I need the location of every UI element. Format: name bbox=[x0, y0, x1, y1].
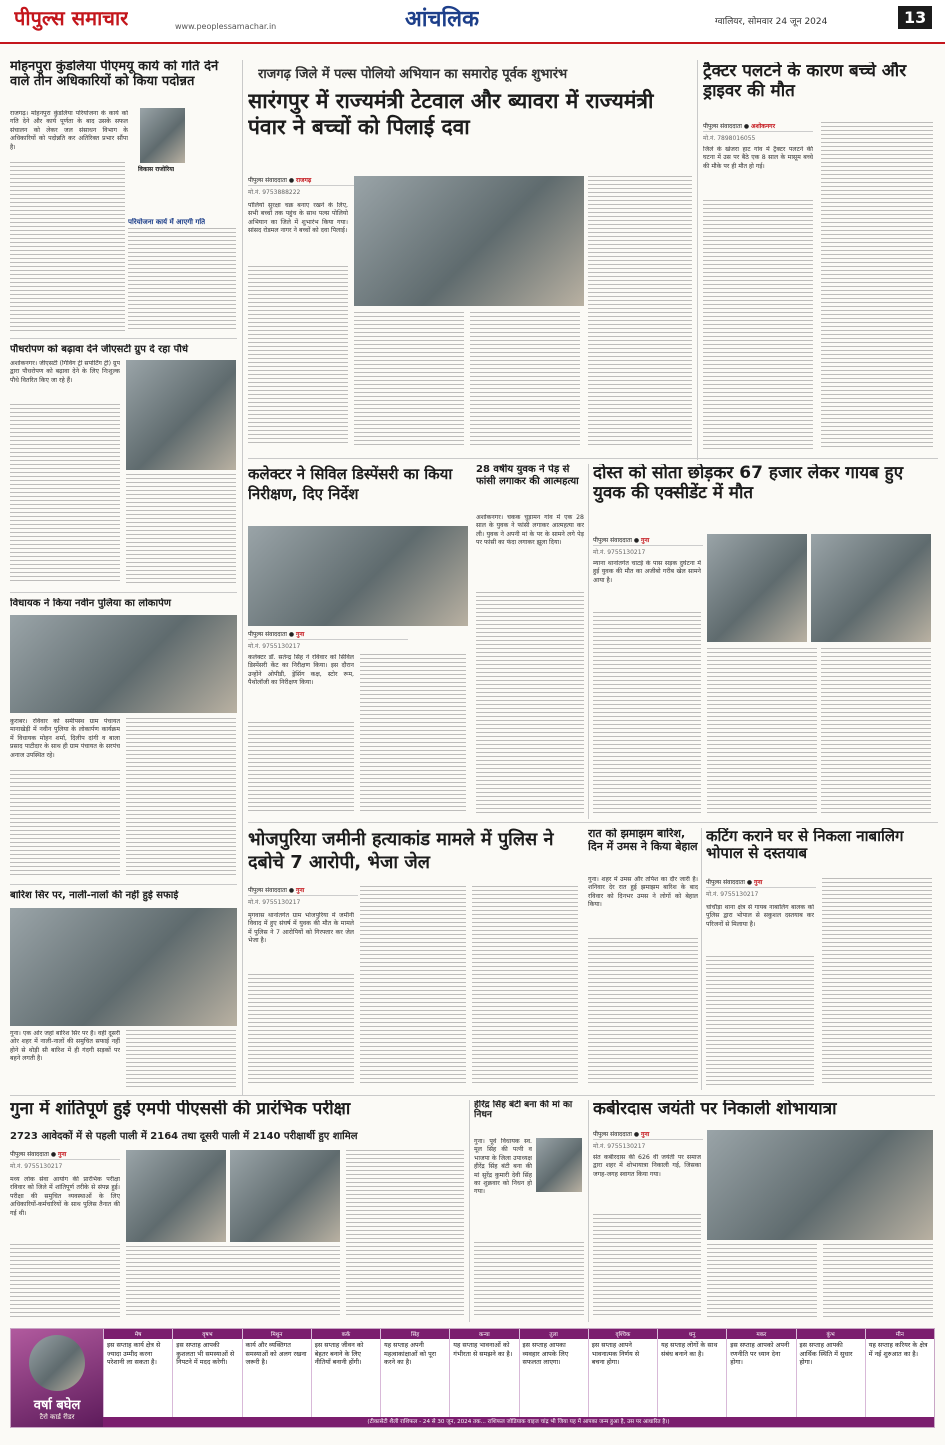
dispensary-photo bbox=[248, 526, 468, 626]
story-lead: जिले के खेजरा हाट गांव में ट्रैक्टर पलटने की घटना में उस पर बैठे एक 8 साल के मासूम बच्चे की मौके पर ही मौत हो गई। bbox=[703, 146, 813, 170]
obituary-photo bbox=[536, 1138, 582, 1192]
zodiac-cancer bbox=[311, 1329, 380, 1417]
zodiac-label: धनु bbox=[658, 1329, 726, 1339]
byline: पीपुल्स संवाददाता ● गुना bbox=[248, 630, 408, 640]
bhojpuria-story bbox=[248, 828, 580, 1090]
collector-story bbox=[248, 464, 468, 819]
zodiac-text: यह सप्ताह अपनी महत्वाकांक्षाओं को पूरा करने का है। bbox=[384, 1341, 436, 1367]
drain-photo bbox=[10, 908, 237, 1026]
zodiac-label: मेष bbox=[104, 1329, 172, 1339]
story-lead: मृगवास थानांतर्गत ग्राम भोजपुरिया में जमीनी विवाद में हुए संघर्ष में युवक की मौत के मामले में पुलिस ने 7 आरोपियों को गिरफ्तार कर जेल भेजा है। bbox=[248, 912, 354, 945]
zodiac-label: सिंह bbox=[381, 1329, 449, 1339]
byline-name: पीपुल्स संवाददाता bbox=[10, 1151, 49, 1158]
byline: पीपुल्स संवाददाता ● राजगढ़ bbox=[248, 176, 448, 186]
astrologer-photo bbox=[29, 1335, 85, 1391]
story-lead: गुना। एक ओर जहां बारिश सिर पर है। वहीं दूसरी ओर शहर में नाली-नालों की समुचित सफाई नहीं होने से थोड़ी सी बारिश में ही गंदगी सड़कों पर बहने लगती है। bbox=[10, 1030, 120, 1063]
story-lead: कुराबर। रविवार को समीपस्थ ग्राम पंचायत मानाखेड़ी में नवीन पुलिया के लोकार्पण कार्यक्रम में विधायक मोहन शर्मा, दिलीप दांगी व बाला प्रसाद पाटीदार के साथ ही ग्राम पंचायत के सरपंच अनाज उपस्थित रहे। bbox=[10, 718, 120, 759]
story-title: कलेक्टर ने सिविल डिस्पेंसरी का किया निरीक्षण, दिए निर्देश bbox=[248, 465, 453, 504]
byline-place: गुना bbox=[641, 537, 650, 544]
zodiac-aries bbox=[103, 1329, 172, 1417]
center-top-story bbox=[248, 62, 693, 452]
story-subhead: परियोजना कार्य में आएगी गति bbox=[128, 218, 206, 226]
zodiac-text: यह सप्ताह करियर के क्षेत्र में नई शुरुआत का है। bbox=[868, 1341, 928, 1358]
portrait-photo bbox=[140, 108, 185, 163]
zodiac-text: इस सप्ताह जीवन को बेहतर बनाने के लिए नीतियाँ बनानी होंगी। bbox=[314, 1341, 364, 1367]
story-lead: चांचौड़ा थाना क्षेत्र से गायब नाबालिग बालक को पुलिस द्वारा भोपाल से सकुशल दस्तयाब कर परिजनों से मिलाया है। bbox=[706, 904, 814, 928]
story-lead: अशोकनगर। जीएसटी (गिविंग ट्री सपोर्टिंग ट्री) ग्रुप द्वारा पौधरोपण को बढ़ावा देने के लिए निःशुल्क पौधे वितरित किए जा रहे हैं। bbox=[10, 360, 120, 384]
story-title: गुना में शांतिपूर्ण हुई एमपी पीएससी की प्रारंभिक परीक्षा bbox=[10, 1100, 351, 1119]
byline-name: पीपुल्स संवाददाता bbox=[248, 631, 287, 638]
byline: पीपुल्स संवाददाता ● गुना bbox=[248, 886, 358, 896]
bank-photo bbox=[707, 534, 807, 642]
byline-mobile: मो.नं. 9753888222 bbox=[248, 189, 301, 196]
byline-mobile: मो.नं. 9755130217 bbox=[593, 1143, 646, 1150]
story-title: कबीरदास जयंती पर निकाली शोभायात्रा bbox=[593, 1100, 837, 1119]
story-kicker: राजगढ़ जिले में पल्स पोलियो अभियान का समारोह पूर्वक शुभारंभ bbox=[258, 67, 568, 82]
zodiac-gemini bbox=[242, 1329, 311, 1417]
byline-place: गुना bbox=[58, 1151, 67, 1158]
zodiac-sagittarius bbox=[657, 1329, 726, 1417]
byline-mobile: मो.नं. 9755130217 bbox=[248, 643, 301, 650]
byline-place: गुना bbox=[641, 1131, 650, 1138]
zodiac-pisces bbox=[865, 1329, 934, 1417]
byline-mobile: मो.नं. 9755130217 bbox=[10, 1163, 63, 1170]
byline-mobile: मो.नं. 9755130217 bbox=[706, 891, 759, 898]
byline: पीपुल्स संवाददाता ● गुना bbox=[593, 536, 703, 546]
obituary-story bbox=[474, 1100, 584, 1322]
zodiac-label: मीन bbox=[866, 1329, 934, 1339]
byline-place: गुना bbox=[296, 887, 305, 894]
astrologer-role: टैरो कार्ड रीडर bbox=[39, 1413, 75, 1421]
masthead bbox=[0, 0, 945, 44]
zodiac-text: कार्य और व्यक्तिगत समस्याओं को अलग रखना जरूरी है। bbox=[245, 1341, 307, 1367]
byline: पीपुल्स संवाददाता ● गुना bbox=[10, 1150, 120, 1160]
zodiac-label: कुंभ bbox=[797, 1329, 865, 1339]
portrait-caption: विकास राजोरिया bbox=[138, 166, 175, 173]
victim-photo bbox=[811, 534, 931, 642]
byline-name: पीपुल्स संवाददाता bbox=[248, 177, 287, 184]
byline-place: अशोकनगर bbox=[751, 123, 776, 130]
story-title: 28 वर्षीय युवक ने पेड़ से फांसी लगाकर की आत्महत्या bbox=[476, 464, 579, 487]
zodiac-label: वृषभ bbox=[173, 1329, 241, 1339]
polio-photo bbox=[354, 176, 584, 306]
bridge-photo bbox=[10, 615, 237, 713]
story-lead: म्याना थानांतर्गत चाटई के पास सड़क दुर्घटना में हुई युवक की मौत का अजीबो गरीब खेल सामने आया है। bbox=[593, 560, 701, 584]
right-top-story bbox=[703, 62, 933, 452]
zodiac-leo bbox=[380, 1329, 449, 1417]
story-lead: गुना। शहर में उमस और तपिश का दौर जारी है। शनिवार देर रात हुई झमाझम बारिश के बाद रविवार को दिनभर उमस ने लोगों को बेहाल किया। bbox=[588, 876, 698, 909]
dateline: ग्वालियर, सोमवार 24 जून 2024 bbox=[715, 17, 828, 27]
story-title: बारिश सिर पर, नाली-नालों की नहीं हुई सफाई bbox=[10, 890, 179, 901]
website[interactable]: www.peoplessamachar.in bbox=[175, 22, 277, 31]
byline-name: पीपुल्स संवाददाता bbox=[703, 123, 742, 130]
story-lead: मध्य लोक सेवा आयोग की प्रारंभिक परीक्षा रविवार को जिले में शांतिपूर्ण तरीके से संपन्न हुई। परीक्षा की समुचित व्यवस्थाओं के लिए अधिकारियों-कर्मचारियों के साथ पुलिस तैनात की गई थी। bbox=[10, 1176, 120, 1217]
zodiac-text: इस सप्ताह कार्य क्षेत्र से ज्यादा उम्मीद करना परेशानी ला सकता है। bbox=[107, 1341, 161, 1367]
story-title: ट्रैक्टर पलटने के कारण बच्चे और ड्राइवर की मौत bbox=[703, 62, 907, 101]
zodiac-strip bbox=[103, 1329, 934, 1417]
story-title: मोहनपुरा कुंडलिया पीएमयू कार्य को गति देने वाले तीन अधिकारियों को किया पदोन्नत bbox=[10, 60, 219, 89]
zodiac-virgo bbox=[449, 1329, 518, 1417]
mppsc-story bbox=[10, 1100, 465, 1322]
story-lead: अशोकनगर। चकक चुड़ामन गांव में एक 28 साल के युवक ने फांसी लगाकर आत्महत्या कर ली। युवक ने अपनी मां के पर के सामने लगे पेड़ पर फांसी का फंदा लगाकर झूला दिया। bbox=[476, 514, 584, 547]
left-column bbox=[10, 60, 237, 1095]
section-title: आंचलिक bbox=[405, 7, 479, 32]
brand-logo: पीपुल्स समाचार bbox=[14, 6, 129, 30]
minor-story bbox=[706, 828, 933, 1090]
story-lead: संत कबीरदास की 626 वीं जयंती पर समाज द्वारा शहर में शोभायात्रा निकाली गई, जिसका जगह-जगह स्वागत किया गया। bbox=[593, 1154, 701, 1178]
exam-photo-2 bbox=[230, 1150, 340, 1242]
zodiac-label: कर्क bbox=[312, 1329, 380, 1339]
zodiac-label: कन्या bbox=[450, 1329, 518, 1339]
zodiac-capricorn bbox=[726, 1329, 795, 1417]
byline-place: राजगढ़ bbox=[296, 177, 312, 184]
zodiac-label: तुला bbox=[520, 1329, 588, 1339]
story-title: दोस्त को सोता छोड़कर 67 हजार लेकर गायब हुए युवक की एक्सीडेंट में मौत bbox=[593, 464, 904, 503]
story-title: विधायक ने किया नवीन पुलिया का लोकार्पण bbox=[10, 598, 171, 609]
zodiac-text: इस सप्ताह आपका व्यवहार आपके लिए सफलता लाएगा। bbox=[522, 1341, 569, 1367]
zodiac-scorpio bbox=[588, 1329, 657, 1417]
byline-name: पीपुल्स संवाददाता bbox=[593, 1131, 632, 1138]
zodiac-text: इस सप्ताह आपकी कुशलता भी समस्याओं से निपटने में मदद करेगी। bbox=[176, 1341, 235, 1367]
zodiac-text: यह सप्ताह भावनाओं को गंभीरता से समझने का है। bbox=[453, 1341, 513, 1358]
story-lead: राजगढ़। मोहनपुरा कुंडलिया परियोजना के कार्य को गति देने और कार्य पूर्णता के बाद उसके सफल संचालन को लेकर जल संसाधन विभाग के अधिकारियों को पदोन्नति कर अतिरिक्त प्रभार सौंपा है। bbox=[10, 110, 128, 151]
page-number: 13 bbox=[898, 6, 932, 29]
zodiac-label: मकर bbox=[727, 1329, 795, 1339]
byline-name: पीपुल्स संवाददाता bbox=[593, 537, 632, 544]
zodiac-text: यह सप्ताह लोगों के साथ संबंध बनाने का है। bbox=[661, 1341, 718, 1358]
zodiac-text: इस सप्ताह आपकी आर्थिक स्थिति में सुधार होगा। bbox=[799, 1341, 853, 1367]
horoscope-section bbox=[10, 1328, 935, 1428]
zodiac-libra bbox=[519, 1329, 588, 1417]
byline: पीपुल्स संवाददाता ● गुना bbox=[593, 1130, 703, 1140]
story-subtitle: 2723 आवेदकों में से पहली पाली में 2164 तथा दूसरी पाली में 2140 परीक्षार्थी हुए शामिल bbox=[10, 1131, 358, 1142]
byline: पीपुल्स संवाददाता ● अशोकनगर bbox=[703, 122, 813, 132]
story-lead: कलेक्टर डॉ. सतेन्द्र सिंह ने रविवार को सिविल डिस्पेंसरी केंट का निरीक्षण किया। इस दौरान उन्होंने ओपीडी, ड्रेसिंग कक्ष, स्टोर रूम, पैथोलॉजी का निरीक्षण किया। bbox=[248, 654, 354, 687]
astrologer-panel bbox=[11, 1329, 103, 1428]
horoscope-footer: (टीकासेटी शैली राशिफल - 24 से 30 जून, 2024 तक... राशिफल जोडियाक वाइज चांद्र भी जिया यह में आपका जन्म हुआ है, उस पर आधारित है।) bbox=[103, 1417, 934, 1428]
byline-mobile: मो.नं. 9755130217 bbox=[248, 899, 301, 906]
zodiac-taurus bbox=[172, 1329, 241, 1417]
byline: पीपुल्स संवाददाता ● गुना bbox=[706, 878, 816, 888]
rain-story bbox=[588, 828, 698, 1090]
story-title: पौधरोपण को बढ़ावा देने जीएसटी ग्रुप दे रहा पौधे bbox=[10, 344, 189, 355]
astrologer-name: वर्षा बघेल bbox=[33, 1398, 81, 1413]
story-title: रात को झमाझम बारिश, दिन में उमस ने किया बेहाल bbox=[588, 828, 698, 853]
story-title: सारंगपुर में राज्यमंत्री टेटवाल और ब्यावरा में राज्यमंत्री पंवार ने बच्चों को पिलाई दवा bbox=[248, 89, 654, 140]
procession-photo bbox=[707, 1130, 933, 1240]
accident-story bbox=[593, 464, 933, 819]
kabir-story bbox=[593, 1100, 933, 1322]
story-title: कटिंग कराने घर से निकला नाबालिग भोपाल से दस्तयाब bbox=[706, 828, 904, 863]
byline-place: गुना bbox=[296, 631, 305, 638]
byline-mobile: मो.नं. 9755130217 bbox=[593, 549, 646, 556]
zodiac-text: इस सप्ताह आपने भावनात्मक निर्णय से बचना होगा। bbox=[591, 1341, 640, 1367]
tree-photo bbox=[126, 360, 236, 470]
story-lead: गुना। पूर्व विधायक स्व. मूल सिंह की पत्नी व भाजपा के जिला उपाध्यक्ष हीरेंद्र सिंह बंटी बना की मां सुरेंद्र कुमारी देवी सिंह का शुक्रवार को निधन हो गया। bbox=[474, 1138, 532, 1196]
byline-place: गुना bbox=[754, 879, 763, 886]
zodiac-aquarius bbox=[796, 1329, 865, 1417]
suicide-story bbox=[476, 464, 584, 819]
story-lead: पोलियो सुरक्षा चक्र बनाए रखने के लिए, सभी बच्चों तक पहुंच के साथ पल्स पोलियो अभियान का जिले में शुभारंभ किया गया। सांसद रोडमल नागर ने बच्चों को दवा पिलाई। bbox=[248, 202, 348, 235]
zodiac-text: इस सप्ताह आपको अपनी रणनीति पर ध्यान देना होगा। bbox=[730, 1341, 790, 1367]
byline-mobile: मो.नं. 7898016055 bbox=[703, 135, 756, 142]
byline-name: पीपुल्स संवाददाता bbox=[706, 879, 745, 886]
story-title: हीरेंद्र सिंह बंटी बना की मां का निधन bbox=[474, 1100, 573, 1121]
zodiac-label: वृश्चिक bbox=[589, 1329, 657, 1339]
story-title: भोजपुरिया जमीनी हत्याकांड मामले में पुलिस ने दबोचे 7 आरोपी, भेजा जेल bbox=[248, 829, 554, 874]
byline-name: पीपुल्स संवाददाता bbox=[248, 887, 287, 894]
exam-photo-1 bbox=[126, 1150, 226, 1242]
zodiac-label: मिथुन bbox=[243, 1329, 311, 1339]
